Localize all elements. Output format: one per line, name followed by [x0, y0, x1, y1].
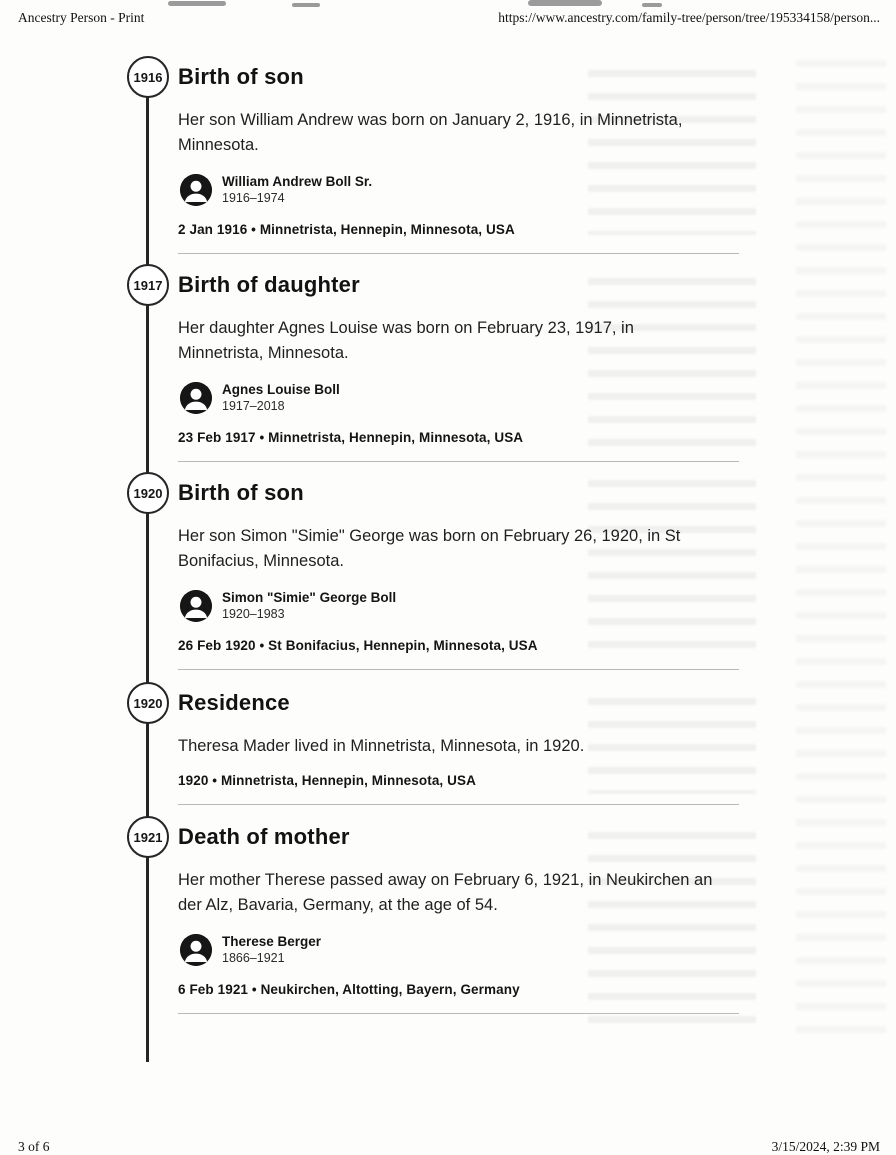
- print-timestamp: 3/15/2024, 2:39 PM: [771, 1139, 880, 1154]
- person-lifespan: 1917–2018: [222, 399, 285, 413]
- print-url: https://www.ancestry.com/family-tree/person/tree/195334158/person...: [498, 10, 880, 25]
- person-name: Agnes Louise Boll: [222, 382, 340, 397]
- scan-speck: [528, 0, 602, 6]
- timeline-event: [127, 472, 739, 670]
- event-title: Residence: [178, 690, 290, 715]
- event-title: Death of mother: [178, 824, 350, 849]
- timeline-event: [127, 264, 739, 462]
- event-description: Theresa Mader lived in Minnetrista, Minnesota, in 1920.: [178, 737, 585, 755]
- timeline-event: [127, 682, 739, 805]
- person-name: Therese Berger: [222, 934, 322, 949]
- person-name: Simon "Simie" George Boll: [222, 590, 397, 605]
- event-description: Her son Simon "Simie" George was born on February 26, 1920, in St Bonifacius, Minnesota.: [178, 527, 681, 570]
- event-year: 1916: [133, 69, 163, 85]
- event-fact: 6 Feb 1921 • Neukirchen, Altotting, Bayern, Germany: [178, 981, 520, 997]
- year-badge: [127, 682, 169, 724]
- event-title: Birth of son: [178, 64, 304, 89]
- person-avatar-icon: [180, 174, 212, 206]
- event-description: Her daughter Agnes Louise was born on February 23, 1917, in Minnetrista, Minnesota.: [178, 319, 634, 362]
- scan-speck: [642, 3, 662, 7]
- timeline-event: [127, 816, 739, 1014]
- year-badge: [127, 264, 169, 306]
- event-year: 1917: [133, 277, 163, 293]
- person-lifespan: 1916–1974: [222, 191, 285, 205]
- year-badge: [127, 472, 169, 514]
- person-card: [180, 934, 739, 966]
- year-badge: [127, 56, 169, 98]
- person-card: [180, 382, 739, 414]
- timeline-event: [127, 56, 739, 254]
- event-fact: 2 Jan 1916 • Minnetrista, Hennepin, Minnesota, USA: [178, 221, 515, 237]
- event-year: 1920: [133, 485, 163, 501]
- event-fact: 23 Feb 1917 • Minnetrista, Hennepin, Minnesota, USA: [178, 429, 524, 445]
- event-title: Birth of daughter: [178, 272, 360, 297]
- event-title: Birth of son: [178, 480, 304, 505]
- bleed-through-block: [796, 60, 886, 1040]
- print-title: Ancestry Person - Print: [18, 10, 145, 25]
- person-lifespan: 1920–1983: [222, 607, 285, 621]
- event-fact: 1920 • Minnetrista, Hennepin, Minnesota, USA: [178, 772, 476, 788]
- page-number: 3 of 6: [18, 1139, 50, 1154]
- scan-speck: [292, 3, 320, 7]
- event-year: 1921: [133, 829, 163, 845]
- person-avatar-icon: [180, 382, 212, 414]
- person-lifespan: 1866–1921: [222, 951, 285, 965]
- person-card: [180, 590, 739, 622]
- scan-speck: [168, 1, 226, 6]
- person-card: [180, 174, 739, 206]
- person-avatar-icon: [180, 590, 212, 622]
- person-name: William Andrew Boll Sr.: [222, 174, 373, 189]
- event-fact: 26 Feb 1920 • St Bonifacius, Hennepin, Minnesota, USA: [178, 637, 538, 653]
- event-description: Her son William Andrew was born on January 2, 1916, in Minnetrista, Minnesota.: [178, 111, 683, 154]
- event-description: Her mother Therese passed away on February 6, 1921, in Neukirchen an der Alz, Bavaria, Germany, at the age of 54.: [178, 871, 713, 914]
- event-year: 1920: [133, 695, 163, 711]
- person-avatar-icon: [180, 934, 212, 966]
- year-badge: [127, 816, 169, 858]
